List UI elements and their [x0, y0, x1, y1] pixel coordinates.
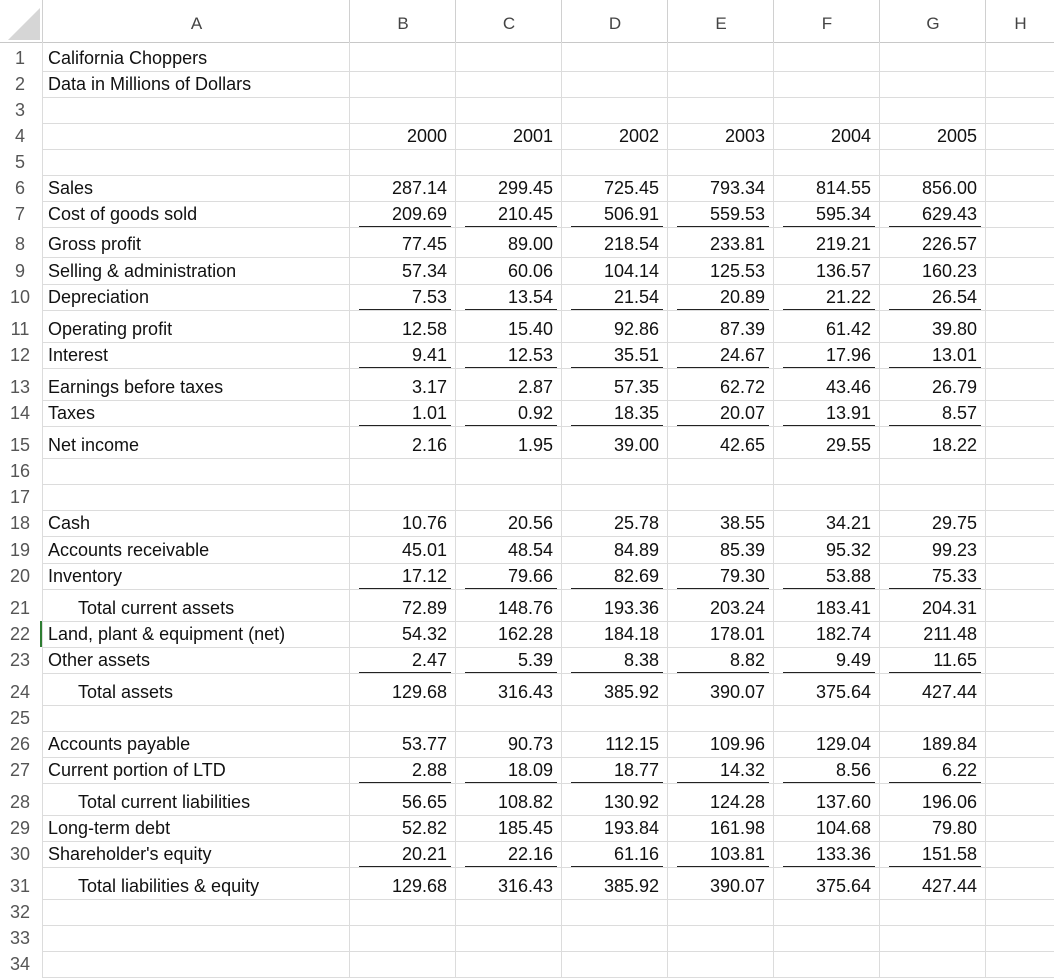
grid-line-horizontal — [42, 589, 1054, 590]
cell-value[interactable]: 39.00 — [613, 435, 659, 455]
cell-value[interactable]: 53.88 — [825, 566, 871, 586]
cell-value[interactable]: 79.66 — [507, 566, 553, 586]
row-header[interactable]: 16 — [9, 461, 31, 481]
cell-value[interactable]: 79.30 — [719, 566, 765, 586]
row-header[interactable]: 2 — [14, 74, 25, 94]
cell-value[interactable]: 559.53 — [709, 204, 765, 224]
sheet-row — [0, 621, 1054, 647]
grid-line-horizontal — [42, 310, 1054, 311]
cell-value[interactable]: 148.76 — [497, 598, 553, 618]
cell-value[interactable]: 53.77 — [401, 734, 447, 754]
row-header[interactable]: 26 — [9, 734, 31, 754]
cell-value[interactable]: 18.09 — [507, 760, 553, 780]
column-header-h[interactable]: H — [985, 0, 1054, 42]
cell-value[interactable]: 427.44 — [921, 876, 977, 896]
cell-value[interactable]: 137.60 — [815, 792, 871, 812]
cell-label[interactable]: Inventory — [48, 566, 123, 586]
cell-value[interactable]: 13.91 — [825, 403, 871, 423]
cell-value[interactable]: 57.34 — [401, 261, 447, 281]
cell-value[interactable]: 160.23 — [921, 261, 977, 281]
cell-value[interactable]: 287.14 — [391, 178, 447, 198]
cell-value[interactable]: 178.01 — [709, 624, 765, 644]
cell-label[interactable]: Shareholder's equity — [48, 844, 212, 864]
cell-value[interactable]: 11.65 — [933, 650, 977, 670]
cell-label[interactable]: Earnings before taxes — [48, 377, 224, 397]
sheet-row — [0, 149, 1054, 175]
cell-value[interactable]: 72.89 — [401, 598, 447, 618]
row-header[interactable]: 3 — [14, 100, 25, 120]
cell-value[interactable]: 12.53 — [507, 345, 553, 365]
cell-value[interactable]: 210.45 — [497, 204, 553, 224]
cell-value[interactable]: 15.40 — [507, 319, 553, 339]
cell-value[interactable]: 204.31 — [921, 598, 977, 618]
row-header[interactable]: 11 — [10, 319, 30, 339]
column-header-row — [0, 0, 1054, 43]
row-header[interactable]: 5 — [14, 152, 25, 172]
row-header[interactable]: 22 — [9, 624, 31, 644]
sheet-row — [0, 400, 1054, 426]
cell-label[interactable]: California Choppers — [48, 48, 208, 68]
cell-value[interactable]: 3.17 — [411, 377, 447, 397]
cell-value[interactable]: 12.58 — [401, 319, 447, 339]
row-header[interactable]: 1 — [14, 48, 25, 68]
sheet-row — [0, 316, 1054, 342]
cell-value[interactable]: 99.23 — [931, 540, 977, 560]
cell-value[interactable]: 84.89 — [613, 540, 659, 560]
cell-value[interactable]: 29.75 — [931, 513, 977, 533]
cell-label[interactable]: Accounts payable — [48, 734, 191, 754]
row-header[interactable]: 19 — [9, 540, 31, 560]
sheet-row — [0, 951, 1054, 977]
cell-value[interactable]: 89.00 — [507, 234, 553, 254]
cell-value[interactable]: 595.34 — [815, 204, 871, 224]
sheet-row — [0, 647, 1054, 673]
column-header-a[interactable]: A — [42, 0, 350, 42]
cell-value[interactable]: 2.47 — [411, 650, 447, 670]
cell-value[interactable]: 189.84 — [921, 734, 977, 754]
cell-value[interactable]: 130.92 — [603, 792, 659, 812]
cell-value[interactable]: 85.39 — [719, 540, 765, 560]
cell-value[interactable]: 17.12 — [401, 566, 447, 586]
grid-line-horizontal — [42, 867, 1054, 868]
cell-value[interactable]: 184.18 — [603, 624, 659, 644]
cell-value[interactable]: 18.35 — [613, 403, 659, 423]
cell-label[interactable]: Land, plant & equipment (net) — [48, 624, 286, 644]
cell-value[interactable]: 316.43 — [497, 682, 553, 702]
cell-label[interactable]: Data in Millions of Dollars — [48, 74, 252, 94]
cell-year[interactable]: 2005 — [936, 126, 977, 146]
sheet-row — [0, 510, 1054, 536]
cell-label[interactable]: Depreciation — [48, 287, 150, 307]
cell-value[interactable]: 104.14 — [603, 261, 659, 281]
sheet-row — [0, 432, 1054, 458]
cell-value[interactable]: 375.64 — [815, 876, 871, 896]
cell-label[interactable]: Long-term debt — [48, 818, 171, 838]
column-header-f[interactable]: F — [773, 0, 880, 42]
select-all-corner[interactable] — [0, 0, 42, 42]
cell-value[interactable]: 390.07 — [709, 682, 765, 702]
cell-value[interactable]: 9.41 — [411, 345, 447, 365]
row-header[interactable]: 24 — [9, 682, 31, 702]
sheet-row — [0, 537, 1054, 563]
sheet-row — [0, 925, 1054, 951]
cell-value[interactable]: 193.36 — [603, 598, 659, 618]
cell-value[interactable]: 61.42 — [825, 319, 871, 339]
cell-label[interactable]: Selling & administration — [48, 261, 237, 281]
row-header[interactable]: 23 — [9, 650, 31, 670]
cell-value[interactable]: 0.92 — [517, 403, 553, 423]
sheet-row — [0, 175, 1054, 201]
cell-label[interactable]: Cash — [48, 513, 91, 533]
cell-value[interactable]: 5.39 — [517, 650, 553, 670]
cell-value[interactable]: 26.79 — [931, 377, 977, 397]
cell-value[interactable]: 151.58 — [921, 844, 977, 864]
select-all-triangle-icon — [0, 0, 42, 42]
cell-value[interactable]: 629.43 — [921, 204, 977, 224]
cell-value[interactable]: 13.54 — [507, 287, 553, 307]
cell-value[interactable]: 8.82 — [729, 650, 765, 670]
row-header[interactable]: 34 — [9, 954, 31, 974]
row-header[interactable]: 21 — [9, 598, 31, 618]
sheet-row — [0, 563, 1054, 589]
cell-value[interactable]: 43.46 — [825, 377, 871, 397]
cell-label[interactable]: Cost of goods sold — [48, 204, 198, 224]
row-header[interactable]: 7 — [14, 204, 25, 224]
cell-year[interactable]: 2004 — [830, 126, 871, 146]
cell-value[interactable]: 193.84 — [603, 818, 659, 838]
cell-value[interactable]: 108.82 — [497, 792, 553, 812]
cell-value[interactable]: 375.64 — [815, 682, 871, 702]
sheet-row — [0, 71, 1054, 97]
cell-value[interactable]: 506.91 — [603, 204, 659, 224]
row-header[interactable]: 9 — [14, 261, 25, 281]
sheet-row — [0, 873, 1054, 899]
sheet-row — [0, 123, 1054, 149]
cell-value[interactable]: 725.45 — [603, 178, 659, 198]
cell-value[interactable]: 14.32 — [719, 760, 765, 780]
cell-value[interactable]: 92.86 — [613, 319, 659, 339]
cell-value[interactable]: 75.33 — [931, 566, 977, 586]
cell-label[interactable]: Current portion of LTD — [48, 760, 226, 780]
cell-value[interactable]: 427.44 — [921, 682, 977, 702]
cell-value[interactable]: 56.65 — [401, 792, 447, 812]
row-header[interactable]: 31 — [9, 876, 31, 896]
column-header-c[interactable]: C — [455, 0, 562, 42]
cell-year[interactable]: 2001 — [512, 126, 553, 146]
sheet-row — [0, 97, 1054, 123]
cell-value[interactable]: 219.21 — [815, 234, 871, 254]
cell-value[interactable]: 129.04 — [815, 734, 871, 754]
row-header[interactable]: 15 — [9, 435, 31, 455]
cell-value[interactable]: 182.74 — [815, 624, 871, 644]
sheet-row — [0, 815, 1054, 841]
column-header-e[interactable]: E — [667, 0, 774, 42]
cell-value[interactable]: 95.32 — [825, 540, 871, 560]
cell-value[interactable]: 18.22 — [931, 435, 977, 455]
row-header[interactable]: 29 — [9, 818, 31, 838]
cell-value[interactable]: 104.68 — [815, 818, 871, 838]
cell-value[interactable]: 57.35 — [613, 377, 659, 397]
grid-line-horizontal — [42, 368, 1054, 369]
cell-value[interactable]: 8.57 — [941, 403, 977, 423]
cell-value[interactable]: 136.57 — [815, 261, 871, 281]
sheet-row — [0, 789, 1054, 815]
cell-value[interactable]: 125.53 — [709, 261, 765, 281]
cell-value[interactable]: 218.54 — [603, 234, 659, 254]
sheet-row — [0, 595, 1054, 621]
cell-value[interactable]: 112.15 — [605, 734, 659, 754]
cell-value[interactable]: 211.48 — [923, 624, 977, 644]
cell-label[interactable]: Operating profit — [48, 319, 173, 339]
cell-value[interactable]: 196.06 — [921, 792, 977, 812]
sheet-row — [0, 231, 1054, 257]
cell-label[interactable]: Taxes — [48, 403, 96, 423]
cell-value[interactable]: 209.69 — [391, 204, 447, 224]
row-header[interactable]: 28 — [9, 792, 31, 812]
cell-value[interactable]: 203.24 — [709, 598, 765, 618]
cell-value[interactable]: 82.69 — [613, 566, 659, 586]
cell-label[interactable]: Gross profit — [48, 234, 142, 254]
row-header[interactable]: 6 — [14, 178, 25, 198]
cell-value[interactable]: 185.45 — [497, 818, 553, 838]
column-header-b[interactable]: B — [349, 0, 456, 42]
cell-value[interactable]: 45.01 — [401, 540, 447, 560]
cell-value[interactable]: 60.06 — [507, 261, 553, 281]
cell-value[interactable]: 21.22 — [825, 287, 871, 307]
sheet-row — [0, 342, 1054, 368]
cell-value[interactable]: 233.81 — [709, 234, 765, 254]
cell-value[interactable]: 90.73 — [507, 734, 553, 754]
cell-label[interactable]: Other assets — [48, 650, 151, 670]
cell-value[interactable]: 34.21 — [825, 513, 871, 533]
cell-value[interactable]: 103.81 — [709, 844, 765, 864]
cell-value[interactable]: 61.16 — [613, 844, 659, 864]
column-header-d[interactable]: D — [561, 0, 668, 42]
row-header[interactable]: 27 — [9, 760, 31, 780]
sheet-row — [0, 899, 1054, 925]
row-header[interactable]: 33 — [9, 928, 31, 948]
cell-value[interactable]: 2.87 — [517, 377, 553, 397]
row-header[interactable]: 13 — [9, 377, 31, 397]
row-header[interactable]: 10 — [9, 287, 31, 307]
cell-value[interactable]: 39.80 — [931, 319, 977, 339]
sheet-row — [0, 458, 1054, 484]
cell-value[interactable]: 8.38 — [623, 650, 659, 670]
cell-year[interactable]: 2000 — [406, 126, 447, 146]
cell-value[interactable]: 25.78 — [613, 513, 659, 533]
cell-value[interactable]: 22.16 — [507, 844, 553, 864]
grid-line-horizontal — [42, 783, 1054, 784]
cell-label[interactable]: Sales — [48, 178, 94, 198]
cell-value[interactable]: 20.56 — [507, 513, 553, 533]
row-header[interactable]: 8 — [14, 234, 25, 254]
cell-value[interactable]: 24.67 — [719, 345, 765, 365]
cell-value[interactable]: 1.95 — [517, 435, 553, 455]
cell-value[interactable]: 856.00 — [921, 178, 977, 198]
row-header[interactable]: 30 — [9, 844, 31, 864]
cell-value[interactable]: 7.53 — [411, 287, 447, 307]
cell-value[interactable]: 79.80 — [931, 818, 977, 838]
cell-value[interactable]: 124.28 — [709, 792, 765, 812]
cell-label[interactable]: Total assets — [78, 682, 174, 702]
cell-value[interactable]: 1.01 — [411, 403, 447, 423]
grid-line-horizontal — [42, 673, 1054, 674]
cell-value[interactable]: 129.68 — [391, 876, 447, 896]
cell-value[interactable]: 129.68 — [391, 682, 447, 702]
cell-value[interactable]: 26.54 — [931, 287, 977, 307]
cell-value[interactable]: 2.88 — [411, 760, 447, 780]
cell-year[interactable]: 2003 — [724, 126, 765, 146]
row-header[interactable]: 18 — [9, 513, 31, 533]
sheet-row — [0, 45, 1054, 71]
cell-label[interactable]: Total liabilities & equity — [78, 876, 260, 896]
cell-value[interactable]: 18.77 — [613, 760, 659, 780]
cell-value[interactable]: 133.36 — [815, 844, 871, 864]
cell-label[interactable]: Total current liabilities — [78, 792, 251, 812]
cell-value[interactable]: 390.07 — [709, 876, 765, 896]
sheet-row — [0, 679, 1054, 705]
cell-value[interactable]: 183.41 — [815, 598, 871, 618]
cell-value[interactable]: 316.43 — [497, 876, 553, 896]
sheet-row — [0, 484, 1054, 510]
sheet-row — [0, 841, 1054, 867]
cell-value[interactable]: 54.32 — [401, 624, 447, 644]
cell-label[interactable]: Total current assets — [78, 598, 235, 618]
row-header[interactable]: 20 — [9, 566, 31, 586]
cell-value[interactable]: 21.54 — [613, 287, 659, 307]
column-header-g[interactable]: G — [879, 0, 986, 42]
cell-value[interactable]: 226.57 — [921, 234, 977, 254]
cell-year[interactable]: 2002 — [618, 126, 659, 146]
sheet-row — [0, 284, 1054, 310]
cell-value[interactable]: 62.72 — [719, 377, 765, 397]
row-header[interactable]: 17 — [9, 487, 31, 507]
cell-label[interactable]: Net income — [48, 435, 140, 455]
cell-value[interactable]: 109.96 — [709, 734, 765, 754]
cell-value[interactable]: 87.39 — [719, 319, 765, 339]
grid-line-horizontal — [42, 426, 1054, 427]
cell-value[interactable]: 42.65 — [719, 435, 765, 455]
cell-value[interactable]: 2.16 — [411, 435, 447, 455]
grid-line-horizontal — [42, 227, 1054, 228]
row-header[interactable]: 32 — [9, 902, 31, 922]
sheet-row — [0, 258, 1054, 284]
cell-value[interactable]: 814.55 — [815, 178, 871, 198]
cell-value[interactable]: 20.21 — [401, 844, 447, 864]
row-header[interactable]: 14 — [9, 403, 31, 423]
cell-value[interactable]: 35.51 — [613, 345, 659, 365]
cell-value[interactable]: 385.92 — [603, 876, 659, 896]
cell-value[interactable]: 8.56 — [835, 760, 871, 780]
row-header[interactable]: 25 — [9, 708, 31, 728]
sheet-row — [0, 731, 1054, 757]
cell-value[interactable]: 161.98 — [709, 818, 765, 838]
cell-value[interactable]: 52.82 — [401, 818, 447, 838]
cell-value[interactable]: 77.45 — [401, 234, 447, 254]
sheet-row — [0, 705, 1054, 731]
sheet-row — [0, 201, 1054, 227]
cell-value[interactable]: 162.28 — [497, 624, 553, 644]
cell-value[interactable]: 38.55 — [719, 513, 765, 533]
cell-value[interactable]: 20.89 — [719, 287, 765, 307]
row-header[interactable]: 12 — [9, 345, 31, 365]
active-row-indicator — [40, 621, 42, 647]
cell-value[interactable]: 20.07 — [719, 403, 765, 423]
cell-value[interactable]: 13.01 — [931, 345, 977, 365]
cell-value[interactable]: 299.45 — [497, 178, 553, 198]
cell-label[interactable]: Accounts receivable — [48, 540, 210, 560]
cell-value[interactable]: 9.49 — [835, 650, 871, 670]
cell-label[interactable]: Interest — [48, 345, 109, 365]
cell-value[interactable]: 385.92 — [603, 682, 659, 702]
row-header[interactable]: 4 — [14, 126, 25, 146]
cell-value[interactable]: 29.55 — [825, 435, 871, 455]
cell-value[interactable]: 793.34 — [709, 178, 765, 198]
sheet-row — [0, 374, 1054, 400]
sheet-row — [0, 757, 1054, 783]
cell-value[interactable]: 17.96 — [825, 345, 871, 365]
cell-value[interactable]: 48.54 — [507, 540, 553, 560]
cell-value[interactable]: 6.22 — [941, 760, 977, 780]
cell-value[interactable]: 10.76 — [401, 513, 447, 533]
